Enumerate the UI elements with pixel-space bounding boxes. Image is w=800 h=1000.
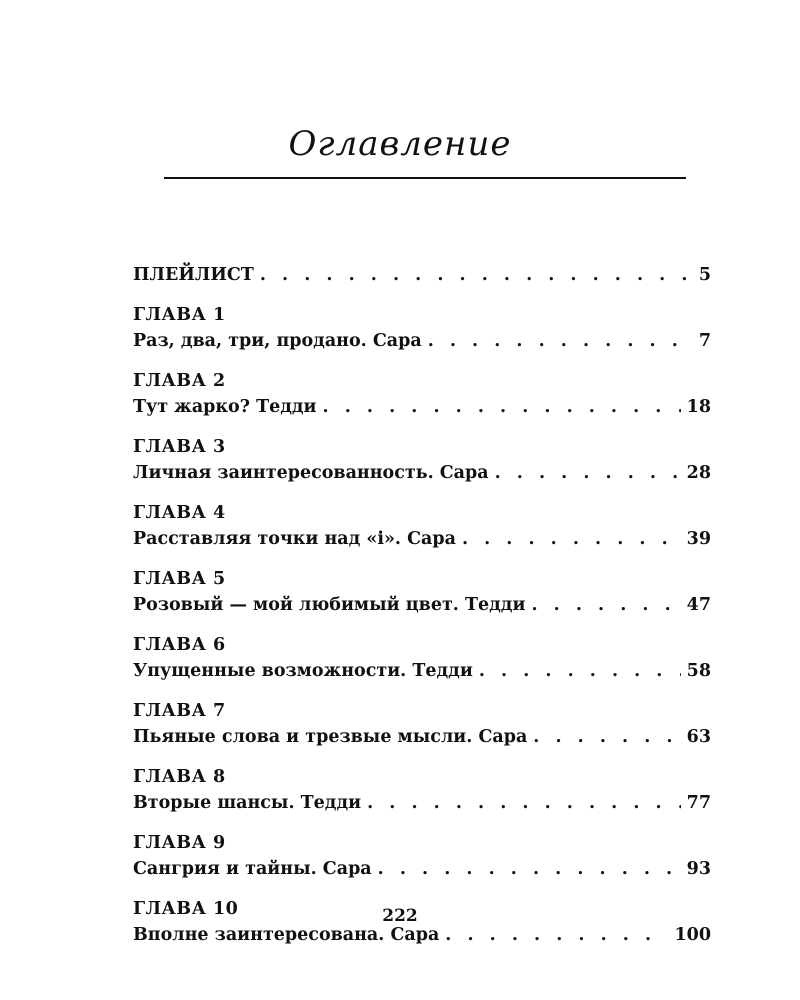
chapter-label: ГЛАВА 1 xyxy=(133,305,226,325)
chapter-label: ГЛАВА 3 xyxy=(133,437,226,457)
toc-chapter-6[interactable] xyxy=(133,632,711,684)
toc-entry-page: 77 xyxy=(686,793,711,813)
dot-leader xyxy=(531,592,680,618)
toc-entry xyxy=(133,790,711,816)
toc-entry-page: 100 xyxy=(674,925,711,945)
toc-entry-page: 39 xyxy=(686,529,711,549)
toc-entry-page: 28 xyxy=(686,463,711,483)
toc-chapter-3[interactable] xyxy=(133,434,711,486)
toc-entry-title: Тут жарко? Тедди xyxy=(133,397,317,417)
toc-entry xyxy=(133,856,711,882)
toc-entry xyxy=(133,658,711,684)
toc-entry-page: 63 xyxy=(686,727,711,747)
toc-entry-page: 5 xyxy=(698,265,711,285)
toc-chapter-9[interactable] xyxy=(133,830,711,882)
chapter-label: ГЛАВА 5 xyxy=(133,569,226,589)
chapter-label: ГЛАВА 2 xyxy=(133,371,226,391)
toc-entry-title: Раз, два, три, продано. Сара xyxy=(133,331,422,351)
toc-entry-page: 58 xyxy=(686,661,711,681)
toc-entry-playlist[interactable] xyxy=(133,262,711,288)
chapter-label: ГЛАВА 4 xyxy=(133,503,226,523)
toc-chapter-1[interactable] xyxy=(133,302,711,354)
dot-leader xyxy=(260,262,693,288)
dot-leader xyxy=(323,394,681,420)
toc-chapter-4[interactable] xyxy=(133,500,711,552)
toc-entry-title: Личная заинтересованность. Сара xyxy=(133,463,489,483)
toc-entry xyxy=(133,592,711,618)
toc-entry-title: ПЛЕЙЛИСТ xyxy=(133,265,254,285)
dot-leader xyxy=(428,328,693,354)
dot-leader xyxy=(533,724,680,750)
dot-leader xyxy=(495,460,681,486)
dot-leader xyxy=(367,790,681,816)
toc-entry-title: Вполне заинтересована. Сара xyxy=(133,925,440,945)
toc-entry-title: Сангрия и тайны. Сара xyxy=(133,859,372,879)
toc-entry-page: 18 xyxy=(686,397,711,417)
toc-entry-title: Упущенные возможности. Тедди xyxy=(133,661,473,681)
title-divider xyxy=(164,177,686,179)
chapter-label: ГЛАВА 9 xyxy=(133,833,226,853)
dot-leader xyxy=(378,856,681,882)
chapter-label: ГЛАВА 6 xyxy=(133,635,226,655)
toc-entry-title: Расставляя точки над «i». Сара xyxy=(133,529,456,549)
page-number: 222 xyxy=(382,906,418,926)
toc-entry-title: Вторые шансы. Тедди xyxy=(133,793,362,813)
toc-entry-page: 47 xyxy=(686,595,711,615)
toc-entry-page: 93 xyxy=(686,859,711,879)
chapter-label: ГЛАВА 10 xyxy=(133,899,239,919)
page-title: Оглавление xyxy=(288,124,512,164)
chapter-label: ГЛАВА 8 xyxy=(133,767,226,787)
chapter-label: ГЛАВА 7 xyxy=(133,701,226,721)
toc-entry xyxy=(133,460,711,486)
toc-entry-title: Пьяные слова и трезвые мысли. Сара xyxy=(133,727,528,747)
toc-entry xyxy=(133,724,711,750)
dot-leader xyxy=(479,658,681,684)
toc-chapter-5[interactable] xyxy=(133,566,711,618)
toc-chapter-2[interactable] xyxy=(133,368,711,420)
toc-entry xyxy=(133,526,711,552)
toc-entry xyxy=(133,328,711,354)
toc-entry-title: Розовый — мой любимый цвет. Тедди xyxy=(133,595,526,615)
table-of-contents xyxy=(133,262,711,948)
toc-chapter-7[interactable] xyxy=(133,698,711,750)
toc-entry-page: 7 xyxy=(698,331,711,351)
dot-leader xyxy=(462,526,681,552)
toc-entry xyxy=(133,394,711,420)
toc-chapter-8[interactable] xyxy=(133,764,711,816)
